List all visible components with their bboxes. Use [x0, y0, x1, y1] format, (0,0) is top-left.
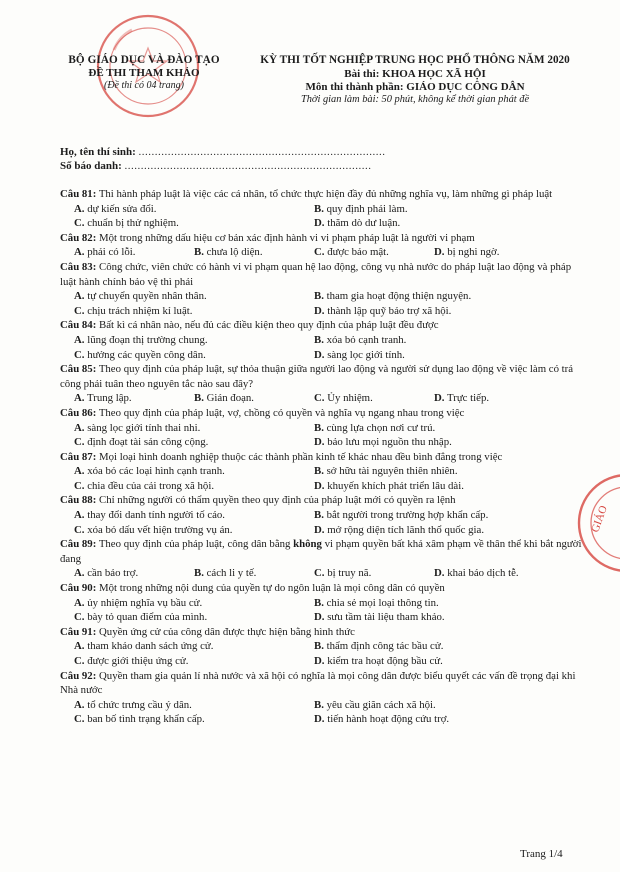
- answer-option: [74, 245, 194, 260]
- candidate-id-label: Số báo danh:: [60, 160, 122, 172]
- answer-option: [74, 639, 314, 654]
- answer-option: [314, 639, 554, 654]
- question-89: [60, 537, 588, 581]
- answer-option: [314, 464, 554, 479]
- answer-option: [434, 245, 554, 260]
- question-list: [60, 187, 588, 727]
- option-letter: C.: [74, 523, 85, 536]
- question-stem: [60, 493, 588, 508]
- option-letter: A.: [74, 465, 85, 478]
- question-text: Chỉ những người có thẩm quyền theo quy định của pháp luật mới có quyền ra lệnh: [99, 494, 456, 507]
- option-letter: B.: [194, 246, 204, 259]
- answer-option: [314, 202, 554, 217]
- answer-option: [74, 566, 194, 581]
- answer-options: [60, 202, 588, 231]
- answer-options: [60, 508, 588, 537]
- question-stem: [60, 537, 588, 566]
- question-81: [60, 187, 588, 231]
- question-82: [60, 231, 588, 260]
- answer-option: [314, 698, 554, 713]
- option-letter: D.: [434, 567, 445, 580]
- option-text: thay đổi danh tính người tố cáo.: [87, 509, 226, 522]
- answer-option: [314, 566, 434, 581]
- question-number: Câu 86:: [60, 406, 97, 419]
- option-text: yêu cầu giãn cách xã hội.: [326, 698, 436, 711]
- option-letter: A.: [74, 596, 85, 609]
- subject-name: Môn thi thành phần: GIÁO DỤC CÔNG DÂN: [305, 81, 525, 93]
- option-text: định đoạt tài sản công cộng.: [87, 436, 209, 449]
- answer-option: [314, 479, 554, 494]
- option-text: phải có lỗi.: [87, 246, 136, 259]
- answer-option: [74, 596, 314, 611]
- question-86: [60, 406, 588, 450]
- answer-option: [314, 421, 554, 436]
- option-text: tham gia hoạt động thiện nguyện.: [326, 290, 472, 303]
- question-number: Câu 81:: [60, 188, 97, 200]
- option-letter: C.: [74, 436, 85, 449]
- question-text: Một trong những nội dung của quyền tự do ngôn luận là mọi công dân có quyền: [99, 582, 445, 595]
- option-letter: A.: [74, 567, 85, 580]
- answer-option: [314, 391, 434, 406]
- issuer-block: [58, 54, 230, 91]
- question-text: Theo quy định của pháp luật, công dân bằng: [98, 538, 294, 551]
- answer-option: [74, 698, 314, 713]
- option-letter: B.: [314, 698, 324, 711]
- option-letter: C.: [74, 713, 85, 726]
- answer-option: [74, 333, 314, 348]
- answer-option: [434, 566, 554, 581]
- question-text: Quyền tham gia quản lí nhà nước và xã hội có nghĩa là mọi công dân được biểu quyết các vấn đề trọng đại khi Nhà nước: [60, 669, 576, 697]
- option-letter: B.: [314, 640, 324, 653]
- candidate-name-label: Họ, tên thí sinh:: [60, 146, 136, 158]
- answer-option: [194, 245, 314, 260]
- option-text: dự kiến sửa đổi.: [87, 202, 157, 215]
- answer-option: [314, 333, 554, 348]
- option-letter: A.: [74, 202, 85, 215]
- answer-options: [60, 464, 588, 493]
- candidate-name-line: [60, 146, 386, 158]
- question-91: [60, 625, 588, 669]
- option-letter: C.: [74, 479, 85, 492]
- answer-option: [74, 216, 314, 231]
- option-text: chia đều của cải trong xã hội.: [87, 479, 215, 492]
- answer-option: [74, 391, 194, 406]
- option-letter: D.: [314, 655, 325, 667]
- option-letter: A.: [74, 392, 85, 405]
- option-text: tham khảo danh sách ứng cử.: [87, 640, 214, 653]
- option-text: xóa bỏ dấu vết hiện trường vụ án.: [87, 523, 233, 536]
- answer-option: [74, 421, 314, 436]
- option-letter: A.: [74, 421, 85, 434]
- option-text: bảo lưu mọi nguồn thu nhập.: [327, 436, 452, 449]
- answer-option: [314, 610, 554, 625]
- option-letter: A.: [74, 640, 85, 653]
- candidate-name-blank: ............................................................................: [138, 146, 386, 158]
- page-count-note: (Đề thi có 04 trang): [104, 80, 184, 91]
- test-name: Bài thi: KHOA HỌC XÃ HỘI: [344, 68, 486, 80]
- option-text: sàng lọc giới tính thai nhi.: [87, 421, 201, 434]
- question-number: Câu 88:: [60, 494, 97, 507]
- option-letter: A.: [74, 290, 85, 303]
- answer-option: [314, 289, 554, 304]
- option-text: quy định phải làm.: [326, 202, 408, 215]
- question-number: Câu 89:: [60, 538, 97, 551]
- option-text: tự chuyển quyền nhân thân.: [87, 290, 207, 303]
- answer-option: [314, 216, 554, 231]
- option-letter: B.: [194, 567, 204, 580]
- option-text: bày tỏ quan điểm của mình.: [87, 611, 208, 624]
- answer-option: [194, 566, 314, 581]
- question-87: [60, 450, 588, 494]
- question-85: [60, 362, 588, 406]
- option-text: Ủy nhiệm.: [327, 392, 373, 405]
- option-text: Gián đoạn.: [206, 392, 254, 405]
- answer-option: [74, 712, 314, 727]
- option-letter: D.: [314, 436, 325, 449]
- option-text: kiểm tra hoạt động bầu cử.: [327, 655, 443, 667]
- answer-option: [74, 289, 314, 304]
- answer-options: [60, 698, 588, 727]
- option-text: cùng lựa chọn nơi cư trú.: [326, 421, 436, 434]
- answer-option: [314, 523, 554, 538]
- question-stem: [60, 406, 588, 421]
- answer-option: [74, 435, 314, 450]
- question-stem: [60, 450, 588, 465]
- exam-title: KỲ THI TỐT NGHIỆP TRUNG HỌC PHỔ THÔNG NĂM 2020: [260, 54, 570, 66]
- answer-option: [74, 479, 314, 494]
- answer-option: [314, 245, 434, 260]
- question-number: Câu 82:: [60, 231, 97, 244]
- answer-option: [314, 596, 554, 611]
- option-text: cần bảo trợ.: [87, 567, 139, 580]
- option-letter: B.: [314, 290, 324, 303]
- option-text: bắt người trong trường hợp khẩn cấp.: [326, 509, 489, 522]
- option-letter: A.: [74, 246, 85, 259]
- question-text: Một trong những dấu hiệu cơ bản xác định hành vi vi phạm pháp luật là người vi phạm: [99, 231, 475, 244]
- question-stem: [60, 581, 588, 596]
- question-number: Câu 92:: [60, 669, 97, 682]
- option-text: chịu trách nhiệm kỉ luật.: [87, 304, 193, 317]
- option-letter: D.: [314, 479, 325, 492]
- option-letter: B.: [314, 509, 324, 522]
- question-number: Câu 84:: [60, 319, 97, 332]
- option-text: khai báo dịch tễ.: [447, 567, 519, 580]
- option-text: xóa bỏ các loại hình cạnh tranh.: [87, 465, 225, 478]
- option-letter: C.: [314, 567, 325, 580]
- option-text: mở rộng diện tích lãnh thổ quốc gia.: [327, 523, 485, 536]
- question-number: Câu 91:: [60, 625, 97, 638]
- option-text: Trung lập.: [87, 392, 132, 405]
- option-text: tiến hành hoạt động cứu trợ.: [327, 713, 450, 726]
- option-text: thành lập quỹ bảo trợ xã hội.: [327, 304, 452, 317]
- option-letter: D.: [314, 611, 325, 624]
- option-text: cách li y tế.: [206, 567, 257, 580]
- option-text: chưa lộ diện.: [206, 246, 263, 259]
- question-stem: [60, 187, 588, 202]
- option-text: thăm dò dư luận.: [327, 217, 401, 230]
- answer-option: [314, 508, 554, 523]
- answer-options: [60, 391, 588, 406]
- answer-option: [74, 654, 314, 669]
- answer-options: [60, 333, 588, 362]
- option-text: sưu tầm tài liệu tham khảo.: [327, 611, 445, 624]
- question-text: Thi hành pháp luật là việc các cá nhân, tổ chức thực hiện đầy đủ những nghĩa vụ, làm những gì pháp luật: [98, 188, 553, 200]
- question-83: [60, 260, 588, 318]
- question-stem: [60, 318, 588, 333]
- question-emphasis: không: [293, 538, 322, 551]
- answer-options: [60, 245, 588, 260]
- answer-option: [74, 523, 314, 538]
- option-text: tổ chức trưng cầu ý dân.: [87, 698, 192, 711]
- answer-options: [60, 289, 588, 318]
- option-letter: C.: [74, 217, 85, 230]
- question-88: [60, 493, 588, 537]
- answer-option: [314, 304, 554, 319]
- candidate-id-blank: ............................................................................: [124, 160, 372, 172]
- question-90: [60, 581, 588, 625]
- option-letter: C.: [314, 392, 325, 405]
- answer-option: [314, 348, 554, 363]
- option-letter: D.: [314, 217, 325, 230]
- option-letter: A.: [74, 698, 85, 711]
- option-letter: D.: [314, 348, 325, 361]
- option-text: sàng lọc giới tính.: [327, 348, 405, 361]
- option-letter: D.: [434, 246, 445, 259]
- option-letter: D.: [314, 523, 325, 536]
- answer-option: [434, 391, 554, 406]
- question-stem: [60, 231, 588, 246]
- answer-options: [60, 639, 588, 668]
- option-text: lũng đoạn thị trường chung.: [87, 333, 208, 346]
- answer-option: [194, 391, 314, 406]
- answer-options: [60, 421, 588, 450]
- option-letter: A.: [74, 333, 85, 346]
- option-letter: B.: [314, 202, 324, 215]
- question-84: [60, 318, 588, 362]
- option-letter: B.: [314, 465, 324, 478]
- option-text: Trực tiếp.: [447, 392, 490, 405]
- option-letter: C.: [74, 304, 85, 317]
- option-text: ban bố tình trạng khẩn cấp.: [87, 713, 205, 726]
- option-letter: C.: [74, 655, 85, 667]
- option-text: xóa bỏ cạnh tranh.: [326, 333, 407, 346]
- question-text: Quyền ứng cử của công dân được thực hiện bằng hình thức: [99, 625, 355, 638]
- answer-option: [74, 464, 314, 479]
- question-stem: [60, 669, 588, 698]
- option-text: hưởng các quyền công dân.: [87, 348, 206, 361]
- option-text: sở hữu tài nguyên thiên nhiên.: [326, 465, 458, 478]
- option-letter: B.: [314, 596, 324, 609]
- option-text: bị truy nã.: [327, 567, 372, 580]
- option-letter: C.: [74, 348, 85, 361]
- option-text: ủy nhiệm nghĩa vụ bầu cử.: [87, 596, 203, 609]
- question-number: Câu 83:: [60, 260, 97, 273]
- question-stem: [60, 260, 588, 289]
- answer-option: [74, 304, 314, 319]
- question-text: Công chức, viên chức có hành vi vi phạm quan hệ lao động, công vụ nhà nước do pháp luật lao động và pháp luật hành chính bảo vệ thì phải: [60, 260, 572, 288]
- answer-option: [74, 508, 314, 523]
- question-text: Bất kì cá nhân nào, nếu đủ các điều kiện theo quy định của pháp luật đều được: [99, 319, 439, 332]
- answer-option: [74, 348, 314, 363]
- option-text: được bảo mật.: [327, 246, 389, 259]
- option-text: chia sẻ mọi loại thông tin.: [326, 596, 439, 609]
- option-letter: C.: [314, 246, 325, 259]
- option-text: thẩm định công tác bầu cử.: [326, 640, 444, 653]
- question-92: [60, 669, 588, 727]
- answer-option: [314, 712, 554, 727]
- option-text: bị nghi ngờ.: [447, 246, 500, 259]
- option-letter: B.: [314, 421, 324, 434]
- time-limit: Thời gian làm bài: 50 phút, không kể thời gian phát đề: [300, 94, 530, 105]
- ministry-name: BỘ GIÁO DỤC VÀ ĐÀO TẠO: [68, 54, 220, 66]
- option-text: khuyến khích phát triển lâu dài.: [327, 479, 464, 492]
- option-letter: B.: [314, 333, 324, 346]
- question-text: Theo quy định của pháp luật, vợ, chồng có quyền và nghĩa vụ ngang nhau trong việc: [98, 406, 465, 419]
- question-text: Mọi loại hình doanh nghiệp thuộc các thành phần kinh tế khác nhau đều bình đẳng trong việc: [99, 450, 503, 463]
- option-text: được giới thiệu ứng cử.: [87, 655, 189, 667]
- option-letter: D.: [434, 392, 445, 405]
- option-text: chuẩn bị thử nghiệm.: [87, 217, 179, 230]
- option-letter: D.: [314, 304, 325, 317]
- official-seal-icon: [572, 468, 620, 578]
- candidate-id-line: [60, 160, 372, 172]
- question-number: Câu 87:: [60, 450, 97, 463]
- question-stem: [60, 362, 588, 391]
- option-letter: C.: [74, 611, 85, 624]
- answer-options: [60, 596, 588, 625]
- answer-option: [314, 435, 554, 450]
- option-letter: A.: [74, 509, 85, 522]
- question-text: vi phạm quyền bất khả xâm phạm về thân thể khi bắt người đang: [60, 538, 582, 565]
- answer-option: [314, 654, 554, 669]
- question-number: Câu 85:: [60, 363, 97, 376]
- answer-options: [60, 566, 588, 581]
- option-letter: D.: [314, 713, 325, 726]
- exam-type: ĐỀ THI THAM KHẢO: [88, 67, 200, 79]
- answer-option: [74, 610, 314, 625]
- question-text: Theo quy định của pháp luật, sự thỏa thuận giữa người lao động và người sử dụng lao động về việc làm có trả công phải tuân theo nguyên tắc nào sau đây?: [60, 363, 574, 390]
- option-letter: B.: [194, 392, 204, 405]
- exam-info-block: [242, 54, 588, 105]
- answer-option: [74, 202, 314, 217]
- seal-text: GIÁO: [589, 504, 610, 535]
- question-number: Câu 90:: [60, 582, 97, 595]
- question-stem: [60, 625, 588, 640]
- page-number: Trang 1/4: [520, 848, 563, 860]
